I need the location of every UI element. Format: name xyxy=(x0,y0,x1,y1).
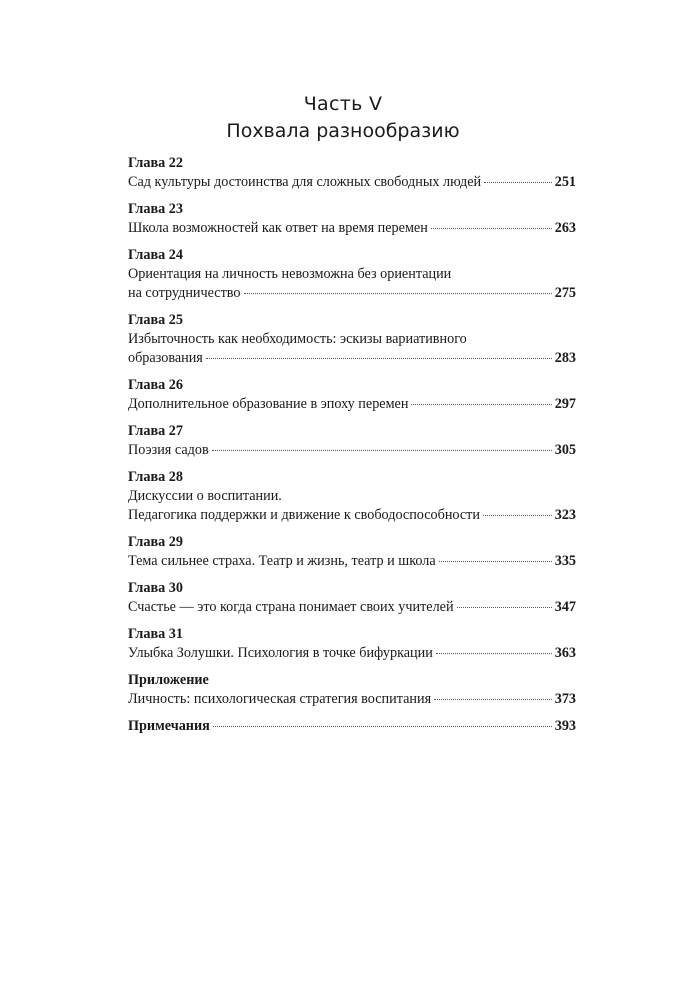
toc-entry[interactable] xyxy=(128,311,576,368)
toc-entry[interactable] xyxy=(128,376,576,414)
toc-entry[interactable] xyxy=(128,579,576,617)
chapter-title: Улыбка Золушки. Психология в точке бифуркации xyxy=(128,645,433,661)
part-header xyxy=(0,92,686,144)
toc-line xyxy=(128,219,576,238)
chapter-title: Сад культуры достоинства для сложных свободных людей xyxy=(128,174,482,190)
page-number: 335 xyxy=(554,553,576,569)
chapter-title: Счастье — это когда страна понимает своих учителей xyxy=(128,599,454,615)
toc-line xyxy=(128,690,576,709)
toc-line xyxy=(128,598,576,617)
toc-entry-notes[interactable] xyxy=(128,717,576,736)
toc-entry[interactable] xyxy=(128,533,576,571)
page-number: 363 xyxy=(554,645,576,661)
page-number: 305 xyxy=(554,442,576,458)
chapter-label: Глава 23 xyxy=(128,201,183,217)
dot-leader xyxy=(431,228,552,229)
page-number: 373 xyxy=(554,691,576,707)
toc-line xyxy=(128,644,576,663)
dot-leader xyxy=(436,653,552,654)
part-subtitle: Похвала разнообразию xyxy=(226,120,460,142)
chapter-title: Поэзия садов xyxy=(128,442,209,458)
chapter-title: образования xyxy=(128,350,203,366)
toc-entry[interactable] xyxy=(128,246,576,303)
toc-line xyxy=(128,506,576,525)
chapter-label: Глава 22 xyxy=(128,155,183,171)
toc-entry[interactable] xyxy=(128,468,576,525)
toc-entry[interactable] xyxy=(128,154,576,192)
chapter-label: Глава 27 xyxy=(128,423,183,439)
toc-line xyxy=(128,717,576,736)
dot-leader xyxy=(439,561,552,562)
dot-leader xyxy=(411,404,551,405)
toc-line xyxy=(128,284,576,303)
chapter-title: Педагогика поддержки и движение к свободоспособности xyxy=(128,507,480,523)
chapter-title: на сотрудничество xyxy=(128,285,241,301)
page-number: 275 xyxy=(554,285,576,301)
dot-leader xyxy=(213,726,552,727)
part-title: Часть V xyxy=(303,93,383,115)
toc-entry[interactable] xyxy=(128,422,576,460)
page-number: 323 xyxy=(554,507,576,523)
chapter-label: Глава 26 xyxy=(128,377,183,393)
dot-leader xyxy=(483,515,552,516)
page-number: 251 xyxy=(554,174,576,190)
toc-entry[interactable] xyxy=(128,200,576,238)
dot-leader xyxy=(212,450,552,451)
chapter-label: Глава 24 xyxy=(128,247,183,263)
chapter-label: Глава 28 xyxy=(128,469,183,485)
toc-line xyxy=(128,173,576,192)
chapter-label: Глава 30 xyxy=(128,580,183,596)
toc-line xyxy=(128,441,576,460)
dot-leader xyxy=(457,607,552,608)
page-number: 263 xyxy=(554,220,576,236)
toc-line xyxy=(128,552,576,571)
page-number: 393 xyxy=(554,718,576,734)
chapter-title: Тема сильнее страха. Театр и жизнь, театр и школа xyxy=(128,553,436,569)
toc-line xyxy=(128,349,576,368)
chapter-label: Приложение xyxy=(128,672,209,688)
chapter-title-line: Избыточность как необходимость: эскизы вариативного xyxy=(128,331,467,347)
table-of-contents xyxy=(128,154,576,744)
chapter-title-line: Дискуссии о воспитании. xyxy=(128,488,282,504)
chapter-title: Дополнительное образование в эпоху перемен xyxy=(128,396,409,412)
chapter-label: Глава 25 xyxy=(128,312,183,328)
chapter-title-line: Ориентация на личность невозможна без ориентации xyxy=(128,266,452,282)
chapter-label: Глава 31 xyxy=(128,626,183,642)
dot-leader xyxy=(244,293,552,294)
toc-entry[interactable] xyxy=(128,625,576,663)
chapter-title: Личность: психологическая стратегия воспитания xyxy=(128,691,432,707)
chapter-label: Глава 29 xyxy=(128,534,183,550)
dot-leader xyxy=(484,182,552,183)
toc-entry[interactable] xyxy=(128,671,576,709)
page-number: 283 xyxy=(554,350,576,366)
page-number: 297 xyxy=(554,396,576,412)
chapter-title: Школа возможностей как ответ на время перемен xyxy=(128,220,428,236)
dot-leader xyxy=(434,699,552,700)
dot-leader xyxy=(206,358,552,359)
toc-line xyxy=(128,395,576,414)
notes-label: Примечания xyxy=(128,718,210,734)
page-number: 347 xyxy=(554,599,576,615)
